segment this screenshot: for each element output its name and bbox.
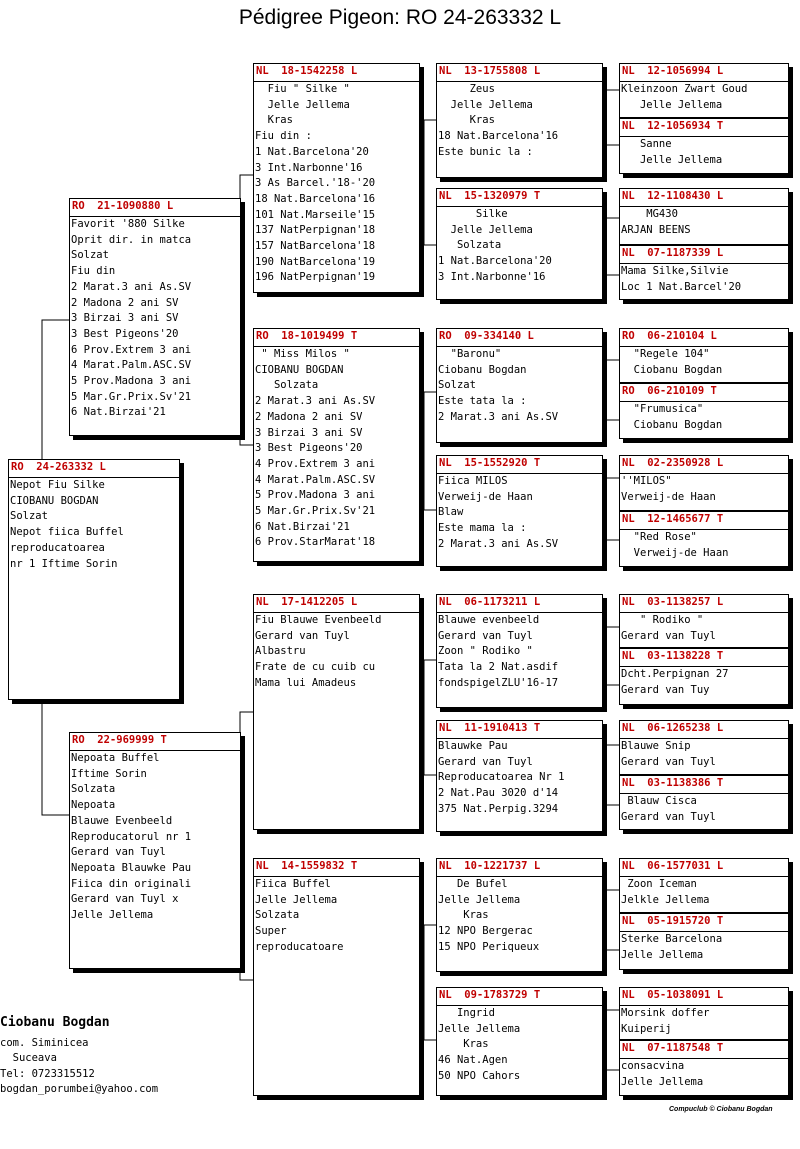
pedigree-text-line: Fiu " Silke ": [255, 83, 350, 95]
pedigree-text-line: Kuiperij: [621, 1022, 672, 1035]
ring-number: RO 06-210109 T: [620, 384, 788, 402]
pedigree-box-g3-3: [436, 328, 603, 443]
pedigree-text-line: 6 Nat.Birzai'21: [255, 520, 350, 533]
ring-number: NL 12-1056934 T: [620, 119, 788, 137]
pedigree-text-line: 2 Madona 2 ani SV: [71, 296, 179, 309]
pedigree-box-sire: [69, 198, 241, 436]
ring-number: NL 03-1138386 T: [620, 776, 788, 794]
pedigree-text-line: Blauw Cisca: [621, 795, 697, 807]
pedigree-text-line: Fiu din: [71, 265, 116, 278]
pedigree-text-line: reproducatoare: [255, 940, 344, 953]
pedigree-text-line: 5 Prov.Madona 3 ani: [255, 489, 376, 502]
pedigree-text-line: Jelle Jellema: [621, 98, 723, 111]
pedigree-box-g3-4: [436, 455, 603, 567]
ring-number: RO 21-1090880 L: [70, 199, 240, 217]
pedigree-text-line: Morsink doffer: [621, 1007, 710, 1019]
pedigree-text-line: "Red Rose": [621, 531, 697, 543]
pedigree-text-line: Ciobanu Bogdan: [438, 363, 527, 376]
ring-number: NL 09-1783729 T: [437, 988, 602, 1006]
owner-line: com. Siminicea: [0, 1036, 89, 1049]
pedigree-text-line: Sanne: [621, 138, 672, 150]
pedigree-text-line: CIOBANU BOGDAN: [10, 494, 99, 507]
pedigree-text-line: Gerard van Tuyl x: [71, 893, 179, 906]
pedigree-text-line: Fiica MILOS: [438, 475, 508, 487]
pedigree-text-line: Solzat: [10, 510, 48, 523]
pedigree-text-line: Tata la 2 Nat.asdif: [438, 661, 559, 674]
footer-credit: Compuclub © Ciobanu Bogdan: [669, 1106, 773, 1113]
pedigree-box-g4-8: [619, 511, 789, 567]
pedigree-box-g4-16: [619, 1040, 789, 1096]
pedigree-text-line: 50 NPO Cahors: [438, 1069, 521, 1082]
ring-number: NL 03-1138228 T: [620, 649, 788, 667]
pedigree-text-line: 3 Int.Narbonne'16: [255, 161, 363, 174]
pedigree-text-line: Oprit dir. in matca: [71, 233, 192, 246]
pedigree-text-line: Nepoata Buffel: [71, 752, 160, 764]
pedigree-box-g4-15: [619, 987, 789, 1040]
pedigree-text-line: Gerard van Tuyl: [621, 755, 716, 768]
pedigree-text-line: Jelle Jellema: [438, 1022, 521, 1035]
pedigree-box-g4-12: [619, 775, 789, 830]
pedigree-box-g4-2: [619, 118, 789, 174]
pedigree-box-g4-4: [619, 245, 789, 300]
pedigree-box-g4-7: [619, 455, 789, 511]
pedigree-text-line: Fiu Blauwe Evenbeeld: [255, 614, 382, 626]
ring-number: RO 09-334140 L: [437, 329, 602, 347]
pedigree-text-line: 15 NPO Periqueux: [438, 940, 540, 953]
pedigree-text-line: 3 Best Pigeons'20: [255, 442, 363, 455]
pedigree-text-line: Favorit '880 Silke: [71, 218, 185, 230]
ring-number: NL 17-1412205 L: [254, 595, 419, 613]
pedigree-text-line: 3 Best Pigeons'20: [71, 327, 179, 340]
pedigree-box-g3-2: [436, 188, 603, 300]
pedigree-text-line: Kras: [438, 114, 495, 127]
pedigree-box-g3-1: [436, 63, 603, 178]
pedigree-text-line: Este bunic la :: [438, 145, 533, 158]
pedigree-text-line: 12 NPO Bergerac: [438, 925, 533, 938]
pedigree-box-sire-sire: [253, 63, 420, 293]
ring-number: NL 07-1187548 T: [620, 1041, 788, 1059]
pedigree-text-line: Albastru: [255, 645, 306, 658]
pedigree-text-line: 190 NatBarcelona'19: [255, 255, 376, 268]
ring-number: NL 10-1221737 L: [437, 859, 602, 877]
pedigree-text-line: 4 Prov.Extrem 3 ani: [255, 457, 376, 470]
pedigree-text-line: 18 Nat.Barcelona'16: [255, 192, 376, 205]
pedigree-box-dam-dam: [253, 858, 420, 1096]
owner-line: Suceava: [0, 1052, 57, 1064]
pedigree-text-line: 196 NatPerpignan'19: [255, 271, 376, 284]
pedigree-text-line: fondspigelZLU'16-17: [438, 676, 559, 689]
owner-info: [0, 1015, 158, 1098]
pedigree-text-line: " Rodiko ": [621, 614, 704, 626]
pedigree-text-line: Verweij-de Haan: [438, 490, 533, 503]
pedigree-text-line: 2 Madona 2 ani SV: [255, 410, 363, 423]
pedigree-text-line: nr 1 Iftime Sorin: [10, 557, 118, 570]
pedigree-text-line: 3 Birzai 3 ani SV: [71, 312, 179, 325]
ring-number: NL 05-1915720 T: [620, 914, 788, 932]
ring-number: RO 18-1019499 T: [254, 329, 419, 347]
page-title: Pédigree Pigeon: RO 24-263332 L: [238, 6, 562, 29]
pedigree-text-line: Super: [255, 925, 287, 938]
pedigree-text-line: Solzat: [71, 249, 109, 262]
pedigree-text-line: reproducatoarea: [10, 541, 105, 554]
pedigree-text-line: 3 As Barcel.'18-'20: [255, 177, 376, 190]
pedigree-text-line: "Regele 104": [621, 348, 710, 360]
pedigree-box-dam: [69, 732, 241, 969]
ring-number: RO 22-969999 T: [70, 733, 240, 751]
pedigree-text-line: 157 NatBarcelona'18: [255, 240, 376, 253]
pedigree-text-line: Zoon Iceman: [621, 878, 697, 890]
ring-number: NL 06-1577031 L: [620, 859, 788, 877]
pedigree-box-g4-5: [619, 328, 789, 383]
pedigree-text-line: ARJAN BEENS: [621, 223, 691, 236]
pedigree-text-line: Loc 1 Nat.Barcel'20: [621, 280, 742, 293]
pedigree-text-line: Blaw: [438, 506, 464, 519]
pedigree-box-g4-3: [619, 188, 789, 245]
pedigree-text-line: Solzata: [71, 783, 116, 796]
pedigree-box-g3-7: [436, 858, 603, 972]
pedigree-text-line: 1 Nat.Barcelona'20: [438, 255, 552, 268]
pedigree-text-line: Gerard van Tuyl: [621, 629, 716, 642]
pedigree-box-g3-6: [436, 720, 603, 832]
pedigree-text-line: 101 Nat.Marseile'15: [255, 208, 376, 221]
pedigree-box-dam-sire: [253, 594, 420, 830]
pedigree-text-line: Jelle Jellema: [255, 893, 338, 906]
pedigree-text-line: 5 Prov.Madona 3 ani: [71, 375, 192, 388]
owner-line: Tel: 0723315512: [0, 1067, 95, 1080]
pedigree-text-line: 3 Int.Narbonne'16: [438, 270, 546, 283]
pedigree-text-line: Gerard van Tuyl: [438, 629, 533, 642]
pedigree-text-line: Jelle Jellema: [621, 948, 704, 961]
pedigree-text-line: Solzata: [438, 239, 502, 252]
ring-number: NL 06-1173211 L: [437, 595, 602, 613]
pedigree-text-line: 6 Prov.StarMarat'18: [255, 536, 376, 549]
pedigree-text-line: "Baronu": [438, 348, 502, 360]
pedigree-text-line: 18 Nat.Barcelona'16: [438, 130, 559, 143]
pedigree-text-line: Kleinzoon Zwart Goud: [621, 83, 748, 95]
pedigree-box-g4-14: [619, 913, 789, 970]
pedigree-box-g4-6: [619, 383, 789, 439]
pedigree-text-line: Ciobanu Bogdan: [621, 363, 723, 376]
pedigree-text-line: Blauwe evenbeeld: [438, 614, 540, 626]
pedigree-text-line: Jelle Jellema: [438, 98, 533, 111]
pedigree-text-line: Gerard van Tuyl: [438, 755, 533, 768]
pedigree-text-line: Zeus: [438, 83, 495, 95]
pedigree-text-line: Nepoata Blauwke Pau: [71, 861, 192, 874]
pedigree-text-line: ''MILOS": [621, 475, 672, 487]
ring-number: NL 12-1056994 L: [620, 64, 788, 82]
ring-number: NL 07-1187339 L: [620, 246, 788, 264]
pedigree-text-line: 4 Marat.Palm.ASC.SV: [71, 359, 192, 372]
pedigree-text-line: Dcht.Perpignan 27: [621, 668, 729, 680]
owner-name: Ciobanu Bogdan: [0, 1015, 110, 1030]
pedigree-text-line: Mama Silke,Silvie: [621, 265, 729, 277]
pedigree-text-line: Solzata: [255, 909, 300, 922]
pedigree-box-sire-dam: [253, 328, 420, 562]
pedigree-text-line: 2 Marat.3 ani As.SV: [438, 537, 559, 550]
pedigree-text-line: "Frumusica": [621, 403, 704, 415]
pedigree-text-line: Solzat: [438, 379, 476, 392]
pedigree-text-line: consacvina: [621, 1060, 685, 1072]
ring-number: NL 02-2350928 L: [620, 456, 788, 474]
ring-number: NL 13-1755808 L: [437, 64, 602, 82]
pedigree-text-line: Verweij-de Haan: [621, 546, 729, 559]
ring-number: NL 12-1465677 T: [620, 512, 788, 530]
pedigree-text-line: Reproducatoarea Nr 1: [438, 771, 565, 784]
pedigree-text-line: Iftime Sorin: [71, 767, 147, 780]
pedigree-text-line: Gerard van Tuy: [621, 683, 710, 696]
ring-number: NL 12-1108430 L: [620, 189, 788, 207]
pedigree-text-line: 5 Mar.Gr.Prix.Sv'21: [255, 505, 376, 518]
pedigree-text-line: MG430: [621, 208, 678, 220]
pedigree-text-line: Solzata: [255, 379, 319, 392]
pedigree-text-line: Jelle Jellema: [255, 98, 350, 111]
pedigree-text-line: 137 NatPerpignan'18: [255, 224, 376, 237]
pedigree-text-line: Nepot fiica Buffel: [10, 526, 124, 539]
pedigree-text-line: Blauwe Snip: [621, 740, 691, 752]
pedigree-text-line: 5 Mar.Gr.Prix.Sv'21: [71, 390, 192, 403]
pedigree-text-line: Este mama la :: [438, 522, 527, 535]
pedigree-text-line: Jelle Jellema: [71, 909, 154, 922]
pedigree-text-line: Verweij-de Haan: [621, 490, 716, 503]
pedigree-text-line: Jelle Jellema: [438, 223, 533, 236]
ring-number: NL 14-1559832 T: [254, 859, 419, 877]
ring-number: NL 05-1038091 L: [620, 988, 788, 1006]
pedigree-text-line: 46 Nat.Agen: [438, 1054, 508, 1067]
pedigree-text-line: Gerard van Tuyl: [255, 629, 350, 642]
ring-number: NL 06-1265238 L: [620, 721, 788, 739]
pedigree-text-line: Nepoata: [71, 799, 116, 812]
pedigree-text-line: 2 Nat.Pau 3020 d'14: [438, 787, 559, 800]
ring-number: NL 03-1138257 L: [620, 595, 788, 613]
pedigree-text-line: Blauwe Evenbeeld: [71, 814, 173, 827]
pedigree-text-line: 2 Marat.3 ani As.SV: [255, 395, 376, 408]
pedigree-box-g4-1: [619, 63, 789, 118]
ring-number: RO 24-263332 L: [9, 460, 179, 478]
pedigree-text-line: 1 Nat.Barcelona'20: [255, 145, 369, 158]
pedigree-box-subject: [8, 459, 180, 700]
pedigree-box-g4-10: [619, 648, 789, 705]
pedigree-text-line: Ingrid: [438, 1007, 495, 1019]
pedigree-box-g3-8: [436, 987, 603, 1096]
pedigree-text-line: Kras: [438, 1038, 489, 1051]
pedigree-text-line: Reproducatorul nr 1: [71, 830, 192, 843]
pedigree-text-line: Sterke Barcelona: [621, 933, 723, 945]
pedigree-text-line: Gerard van Tuyl: [621, 810, 716, 823]
pedigree-text-line: 2 Marat.3 ani As.SV: [71, 280, 192, 293]
pedigree-text-line: De Bufel: [438, 878, 508, 890]
pedigree-box-g4-9: [619, 594, 789, 648]
pedigree-text-line: Gerard van Tuyl: [71, 846, 166, 859]
owner-email: bogdan_porumbei@yahoo.com: [0, 1083, 159, 1095]
pedigree-text-line: Zoon " Rodiko ": [438, 645, 533, 658]
ring-number: NL 18-1542258 L: [254, 64, 419, 82]
pedigree-text-line: Fiica Buffel: [255, 878, 331, 890]
pedigree-text-line: 2 Marat.3 ani As.SV: [438, 410, 559, 423]
pedigree-text-line: Jelkle Jellema: [621, 893, 710, 906]
pedigree-box-g4-11: [619, 720, 789, 775]
pedigree-text-line: Mama lui Amadeus: [255, 676, 357, 689]
pedigree-text-line: Silke: [438, 208, 508, 220]
pedigree-text-line: 6 Nat.Birzai'21: [71, 406, 166, 419]
pedigree-text-line: Jelle Jellema: [621, 1075, 704, 1088]
ring-number: NL 15-1552920 T: [437, 456, 602, 474]
ring-number: NL 11-1910413 T: [437, 721, 602, 739]
pedigree-text-line: 375 Nat.Perpig.3294: [438, 802, 559, 815]
pedigree-text-line: Ciobanu Bogdan: [621, 418, 723, 431]
ring-number: NL 15-1320979 T: [437, 189, 602, 207]
pedigree-text-line: Este tata la :: [438, 395, 527, 408]
ring-number: RO 06-210104 L: [620, 329, 788, 347]
pedigree-text-line: Fiu din :: [255, 130, 312, 143]
pedigree-text-line: Frate de cu cuib cu: [255, 661, 376, 674]
pedigree-text-line: " Miss Milos ": [255, 348, 350, 360]
pedigree-text-line: 3 Birzai 3 ani SV: [255, 426, 363, 439]
pedigree-text-line: Jelle Jellema: [621, 153, 723, 166]
pedigree-text-line: Blauwke Pau: [438, 740, 508, 752]
pedigree-box-g3-5: [436, 594, 603, 708]
pedigree-text-line: Fiica din originali: [71, 877, 192, 890]
pedigree-text-line: Kras: [255, 114, 293, 127]
pedigree-text-line: Kras: [438, 909, 489, 922]
pedigree-text-line: 6 Prov.Extrem 3 ani: [71, 343, 192, 356]
pedigree-text-line: Nepot Fiu Silke: [10, 479, 105, 491]
pedigree-text-line: Jelle Jellema: [438, 893, 521, 906]
pedigree-text-line: CIOBANU BOGDAN: [255, 363, 344, 376]
pedigree-box-g4-13: [619, 858, 789, 913]
pedigree-text-line: 4 Marat.Palm.ASC.SV: [255, 473, 376, 486]
